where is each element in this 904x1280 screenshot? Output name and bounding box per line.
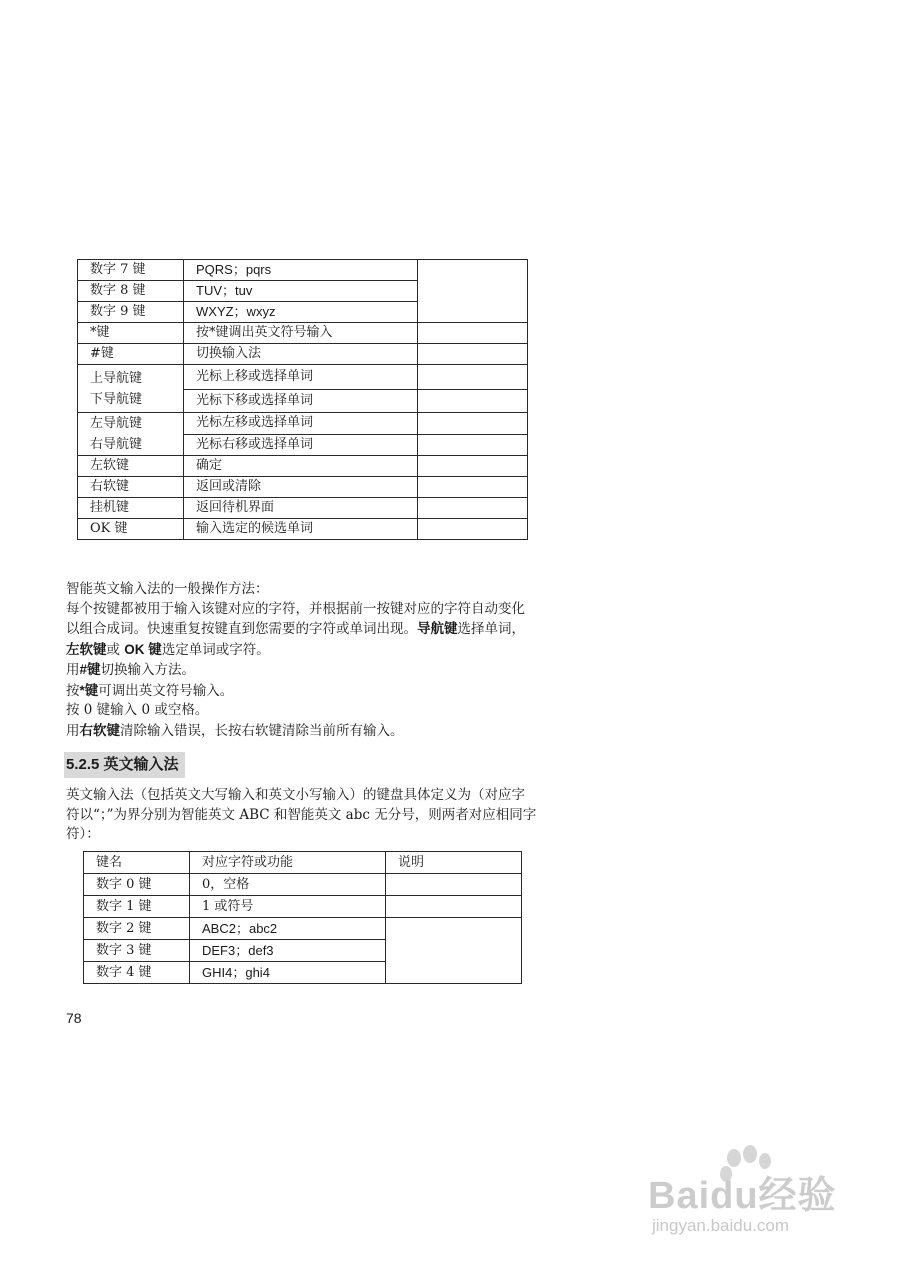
function-cell: 输入选定的候选单词	[184, 519, 418, 540]
note-cell	[418, 456, 528, 477]
key-name-cell: 数字 8 键	[78, 281, 184, 302]
key-name-cell: 数字 4 键	[84, 962, 190, 984]
bold-term: #键	[79, 662, 101, 677]
text-run: 按	[66, 682, 80, 699]
text-run: 清除输入错误，长按右软键清除当前所有输入。	[120, 722, 404, 739]
function-cell: 返回或清除	[184, 477, 418, 498]
function-cell: 光标下移或选择单词	[184, 390, 418, 413]
text-run: 切换输入方法。	[100, 662, 196, 678]
function-cell: TUV；tuv	[184, 281, 418, 302]
table-row	[78, 477, 528, 498]
text-run: 选定单词或字符。	[161, 641, 270, 658]
key-name-line: 左导航键	[90, 416, 143, 431]
table-row	[84, 874, 522, 896]
key-name-cell	[78, 365, 184, 413]
key-name-line: 上导航键	[90, 370, 143, 386]
key-name-cell: 数字 1 键	[84, 896, 190, 918]
note-cell	[418, 413, 528, 435]
table-row	[78, 323, 528, 344]
bold-term: 左软键	[66, 641, 107, 657]
note-cell	[418, 434, 528, 456]
key-name-cell: 右软键	[78, 477, 184, 498]
watermark-url: jingyan.baidu.com	[652, 1216, 790, 1235]
function-cell: 光标左移或选择单词	[184, 413, 418, 435]
key-name-cell: #键	[78, 344, 184, 365]
watermark-brand: Baidu经验	[648, 1175, 837, 1217]
table-row	[78, 260, 528, 281]
instructions-text	[66, 580, 538, 741]
function-cell: 0，空格	[190, 874, 386, 896]
key-name-cell: 数字 9 键	[78, 302, 184, 323]
key-name-cell	[78, 413, 184, 456]
key-name-cell: *键	[78, 323, 184, 344]
text-run: 或	[106, 641, 125, 658]
key-name-cell: 挂机键	[78, 498, 184, 519]
table-row	[78, 498, 528, 519]
note-cell	[418, 365, 528, 390]
function-cell: 确定	[184, 456, 418, 477]
note-cell	[418, 323, 528, 344]
function-cell: 返回待机界面	[184, 498, 418, 519]
instructions-intro: 智能英文输入法的一般操作方法：	[66, 581, 269, 597]
table-row	[78, 344, 528, 365]
function-cell: 1 或符号	[190, 896, 386, 918]
table-row	[78, 413, 528, 435]
key-name-line: 下导航键	[90, 391, 143, 407]
function-cell: PQRS；pqrs	[184, 260, 418, 281]
text-run: 可调出英文符号输入。	[98, 682, 234, 699]
instructions-line	[66, 681, 538, 702]
header-cell: 键名	[84, 852, 190, 874]
function-cell: WXYZ；wxyz	[184, 302, 418, 323]
note-cell	[418, 390, 528, 413]
note-cell	[418, 477, 528, 498]
section-intro: 英文输入法（包括英文大写输入和英文小写输入）的键盘具体定义为（对应字符以“；”为界分别为智能英文 ABC 和智能英文 abc 无分号，则两者对应相同字符）：	[66, 787, 537, 842]
header-cell: 说明	[386, 852, 522, 874]
function-cell: DEF3；def3	[190, 940, 386, 962]
table-row	[78, 456, 528, 477]
key-name-cell: 数字 3 键	[84, 940, 190, 962]
instructions-line: 按 0 键输入 0 或空格。	[66, 702, 209, 718]
function-cell: 光标上移或选择单词	[184, 365, 418, 390]
bold-term: 右软键	[79, 722, 120, 738]
baidu-watermark	[632, 1150, 862, 1250]
note-cell	[418, 498, 528, 519]
function-cell: 光标右移或选择单词	[184, 434, 418, 456]
bold-term: OK 键	[124, 641, 162, 657]
key-name-cell: OK 键	[78, 519, 184, 540]
note-cell	[418, 344, 528, 365]
text-run: 用	[66, 722, 80, 739]
instructions-paragraph	[66, 600, 538, 661]
function-cell: 切换输入法	[184, 344, 418, 365]
function-cell: 按*键调出英文符号输入	[184, 323, 418, 344]
instructions-line	[66, 660, 538, 681]
instructions-line	[66, 721, 538, 742]
table-row	[84, 918, 522, 940]
key-name-line: 右导航键	[90, 437, 143, 452]
key-name-cell: 数字 0 键	[84, 874, 190, 896]
note-cell	[418, 519, 528, 540]
note-cell	[418, 260, 528, 323]
note-cell	[386, 874, 522, 896]
note-cell	[386, 896, 522, 918]
function-cell: GHI4；ghi4	[190, 962, 386, 984]
text-run: 每个按键都被用于输入该键对应的字符，并根据前一按键对应的字符自动变化以组合成词。快速重复按键直到您需要的字符或单词出现。	[66, 600, 525, 637]
bold-term: 导航键	[417, 621, 458, 636]
page-number: 78	[66, 1010, 82, 1026]
header-cell: 对应字符或功能	[190, 852, 386, 874]
bold-term: *键	[79, 682, 99, 698]
key-function-table-bottom	[83, 851, 522, 984]
table-header-row	[84, 852, 522, 874]
text-run: 用	[66, 662, 80, 678]
table-row	[78, 365, 528, 390]
section-heading: 5.2.5 英文输入法	[64, 752, 185, 778]
key-function-table-top	[77, 259, 528, 540]
table-row	[78, 519, 528, 540]
function-cell: ABC2；abc2	[190, 918, 386, 940]
note-cell	[386, 918, 522, 984]
table-row	[84, 896, 522, 918]
text-run: 选择单词，	[457, 621, 525, 637]
key-name-cell: 数字 7 键	[78, 260, 184, 281]
key-name-cell: 左软键	[78, 456, 184, 477]
key-name-cell: 数字 2 键	[84, 918, 190, 940]
